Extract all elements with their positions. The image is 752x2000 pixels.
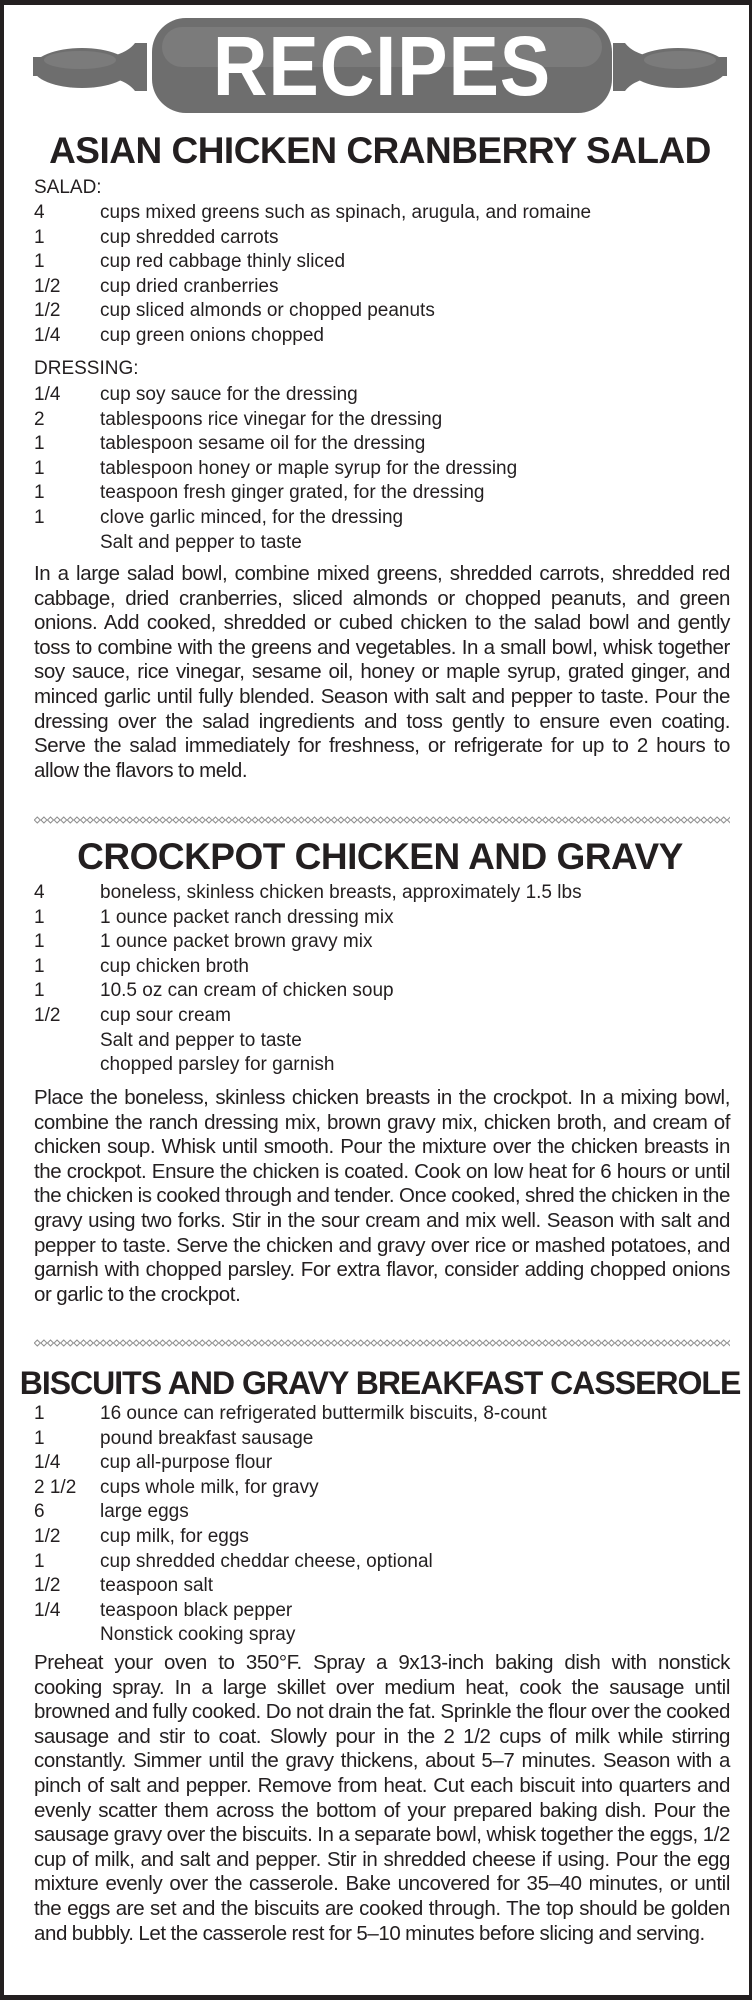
ingredient-row (34, 324, 724, 349)
ingredient-text: Salt and pepper to taste (100, 1029, 302, 1051)
ingredient-qty: 1/2 (34, 1004, 61, 1026)
ingredient-qty: 1/2 (34, 1575, 61, 1597)
ingredient-row (34, 1500, 724, 1525)
ingredient-list-salad (34, 201, 724, 349)
ingredient-qty: 1 (34, 1427, 45, 1449)
masthead-title: RECIPES (212, 19, 552, 113)
ingredient-text: cup red cabbage thinly sliced (100, 251, 346, 273)
ingredient-text: cup green onions chopped (100, 324, 324, 346)
ingredient-text: cup chicken broth (100, 955, 249, 977)
ingredient-row (34, 408, 724, 433)
diamond-divider (34, 816, 730, 824)
ingredient-qty: 2 1/2 (34, 1476, 77, 1498)
ingredient-row (34, 383, 724, 408)
ingredient-row (34, 955, 724, 980)
ingredient-qty: 1 (34, 506, 45, 528)
ingredient-text: boneless, skinless chicken breasts, approximately 1.5 lbs (100, 882, 582, 903)
diamond-divider (34, 1339, 730, 1347)
recipe-directions: Place the boneless, skinless chicken breasts in the crockpot. In a mixing bowl, combine the ranch dressing mix, brown gravy mix, chicken broth, and cream of chicken soup. Whisk until smooth. Pour the mixture over the chicken breasts in the crockpot. Ensure the chicken is coated. Cook on low heat for 6 hours or until the chicken is cooked through and tender. Once cooked, shred the chicken in the gravy using two forks. Stir in the sour cream and mix well. Season with salt and pepper to taste. Serve the chicken and gravy over rice or mashed potatoes, and garnish with chopped parsley. For extra flavor, consider adding chopped onions or garlic to the crockpot. (34, 1086, 730, 1306)
ingredient-row (34, 1550, 724, 1575)
ingredient-row (34, 1599, 724, 1624)
ingredient-row (34, 457, 724, 482)
ingredient-text: cup sliced almonds or chopped peanuts (100, 300, 435, 322)
ingredient-qty: 1/4 (34, 1599, 61, 1621)
ingredient-text: cup shredded cheddar cheese, optional (100, 1550, 433, 1572)
ingredient-row (34, 1004, 724, 1029)
ingredient-row (34, 1402, 724, 1427)
ingredient-row (34, 1623, 724, 1648)
ingredient-row (34, 1525, 724, 1550)
recipe-directions: Preheat your oven to 350°F. Spray a 9x13-inch baking dish with nonstick cooking spray. In a large skillet over medium heat, cook the sausage until browned and fully cooked. Do not drain the fat. Sprinkle the flour over the cooked sausage and stir to coat. Slowly pour in the 2 1/2 cups of milk while stirring constantly. Simmer until the gravy thickens, about 5–7 minutes. Season with a pinch of salt and pepper. Remove from heat. Cut each biscuit into quarters and evenly scatter them across the bottom of your prepared baking dish. Pour the sausage gravy over the biscuits. In a separate bowl, whisk together the eggs, 1/2 cup of milk, and salt and pepper. Stir in shredded cheese if using. Pour the egg mixture evenly over the casserole. Bake uncovered for 35–40 minutes, or until the eggs are set and the biscuits are cooked through. The top should be golden and bubbly. Let the casserole rest for 5–10 minutes before slicing and serving. (34, 1651, 730, 1945)
ingredient-text: chopped parsley for garnish (100, 1054, 335, 1076)
ingredient-row (34, 432, 724, 457)
ingredient-row (34, 979, 724, 1004)
ingredient-text: cups whole milk, for gravy (100, 1476, 319, 1498)
ingredient-text: tablespoon honey or maple syrup for the dressing (100, 457, 518, 479)
ingredient-text: cup all-purpose flour (100, 1452, 273, 1474)
ingredient-qty (34, 531, 100, 556)
section-label-dressing: DRESSING: (34, 358, 139, 379)
ingredient-text: Salt and pepper to taste (100, 531, 302, 553)
ingredient-qty: 1/2 (34, 275, 61, 297)
ingredient-qty: 1/4 (34, 384, 61, 405)
ingredient-row (34, 881, 724, 906)
ingredient-row (34, 1053, 724, 1078)
ingredient-row (34, 1451, 724, 1476)
ingredient-qty: 1 (34, 906, 45, 928)
ingredient-text: cup sour cream (100, 1004, 231, 1026)
ingredient-qty: 1/2 (34, 300, 61, 322)
recipe-title: ASIAN CHICKEN CRANBERRY SALAD (49, 130, 711, 171)
ingredient-text: cup dried cranberries (100, 275, 279, 297)
ingredient-qty: 1 (34, 226, 45, 248)
ingredient-list-dressing (34, 383, 724, 555)
ingredient-qty: 6 (34, 1501, 45, 1523)
ingredient-qty: 1 (34, 1550, 45, 1572)
ingredient-row (34, 1029, 724, 1054)
ingredient-list (34, 1402, 724, 1648)
ingredient-qty: 1 (34, 1403, 45, 1424)
ingredient-row (34, 930, 724, 955)
ingredient-qty: 4 (34, 882, 45, 903)
ingredient-text: 16 ounce can refrigerated buttermilk biscuits, 8-count (100, 1403, 547, 1424)
ingredient-qty (34, 1053, 100, 1078)
recipe-title: BISCUITS AND GRAVY BREAKFAST CASSEROLE (19, 1365, 741, 1401)
ingredient-text: 10.5 oz can cream of chicken soup (100, 980, 394, 1002)
ingredient-qty: 1 (34, 931, 45, 953)
masthead (4, 5, 752, 125)
ingredient-row (34, 906, 724, 931)
ingredient-row (34, 481, 724, 506)
recipe-title: CROCKPOT CHICKEN AND GRAVY (77, 836, 683, 877)
ingredient-text: cups mixed greens such as spinach, arugula, and romaine (100, 202, 592, 223)
ingredient-text: clove garlic minced, for the dressing (100, 506, 404, 528)
recipe-directions: In a large salad bowl, combine mixed greens, shredded carrots, shredded red cabbage, dried cranberries, sliced almonds or chopped peanuts, and green onions. Add cooked, shredded or cubed chicken to the salad bowl and gently toss to combine with the greens and vegetables. In a small bowl, whisk together soy sauce, rice vinegar, sesame oil, honey or maple syrup, grated ginger, and minced garlic until fully blended. Season with salt and pepper to taste. Pour the dressing over the salad ingredients and toss gently to ensure even coating. Serve the salad immediately for freshness, or refrigerate for up to 2 hours to allow the flavors to meld. (34, 562, 730, 782)
ingredient-text: teaspoon black pepper (100, 1599, 293, 1621)
ingredient-qty: 1 (34, 980, 45, 1002)
ingredient-qty: 1/4 (34, 1452, 61, 1474)
ingredient-text: 1 ounce packet ranch dressing mix (100, 906, 394, 928)
ingredient-qty: 1/2 (34, 1525, 61, 1547)
ingredient-list (34, 881, 724, 1078)
ingredient-qty: 2 (34, 408, 45, 430)
ingredient-text: cup soy sauce for the dressing (100, 384, 358, 405)
ingredient-text: pound breakfast sausage (100, 1427, 314, 1449)
ingredient-qty: 1 (34, 251, 45, 273)
ingredient-row (34, 250, 724, 275)
ingredient-row (34, 1427, 724, 1452)
ingredient-row (34, 1476, 724, 1501)
ingredient-qty (34, 1029, 100, 1054)
ingredient-qty: 1 (34, 433, 45, 455)
ingredient-row (34, 531, 724, 556)
ingredient-qty: 1 (34, 482, 45, 504)
ingredient-text: cup shredded carrots (100, 226, 279, 248)
ingredient-text: teaspoon fresh ginger grated, for the dressing (100, 482, 485, 504)
ingredient-text: cup milk, for eggs (100, 1525, 249, 1547)
ingredient-text: large eggs (100, 1501, 189, 1523)
ingredient-text: Nonstick cooking spray (100, 1624, 296, 1646)
ingredient-qty: 4 (34, 202, 45, 223)
ingredient-row (34, 275, 724, 300)
ingredient-qty: 1 (34, 955, 45, 977)
ingredient-row (34, 226, 724, 251)
ingredient-qty (34, 1623, 100, 1648)
ingredient-row (34, 506, 724, 531)
ingredient-row (34, 299, 724, 324)
ingredient-qty: 1/4 (34, 324, 61, 346)
ingredient-text: teaspoon salt (100, 1575, 214, 1597)
ingredient-text: tablespoon sesame oil for the dressing (100, 433, 426, 455)
ingredient-row (34, 201, 724, 226)
ingredient-text: tablespoons rice vinegar for the dressing (100, 408, 443, 430)
ingredient-qty: 1 (34, 457, 45, 479)
ingredient-text: 1 ounce packet brown gravy mix (100, 931, 373, 953)
ingredient-row (34, 1574, 724, 1599)
section-label-salad: SALAD: (34, 177, 102, 198)
